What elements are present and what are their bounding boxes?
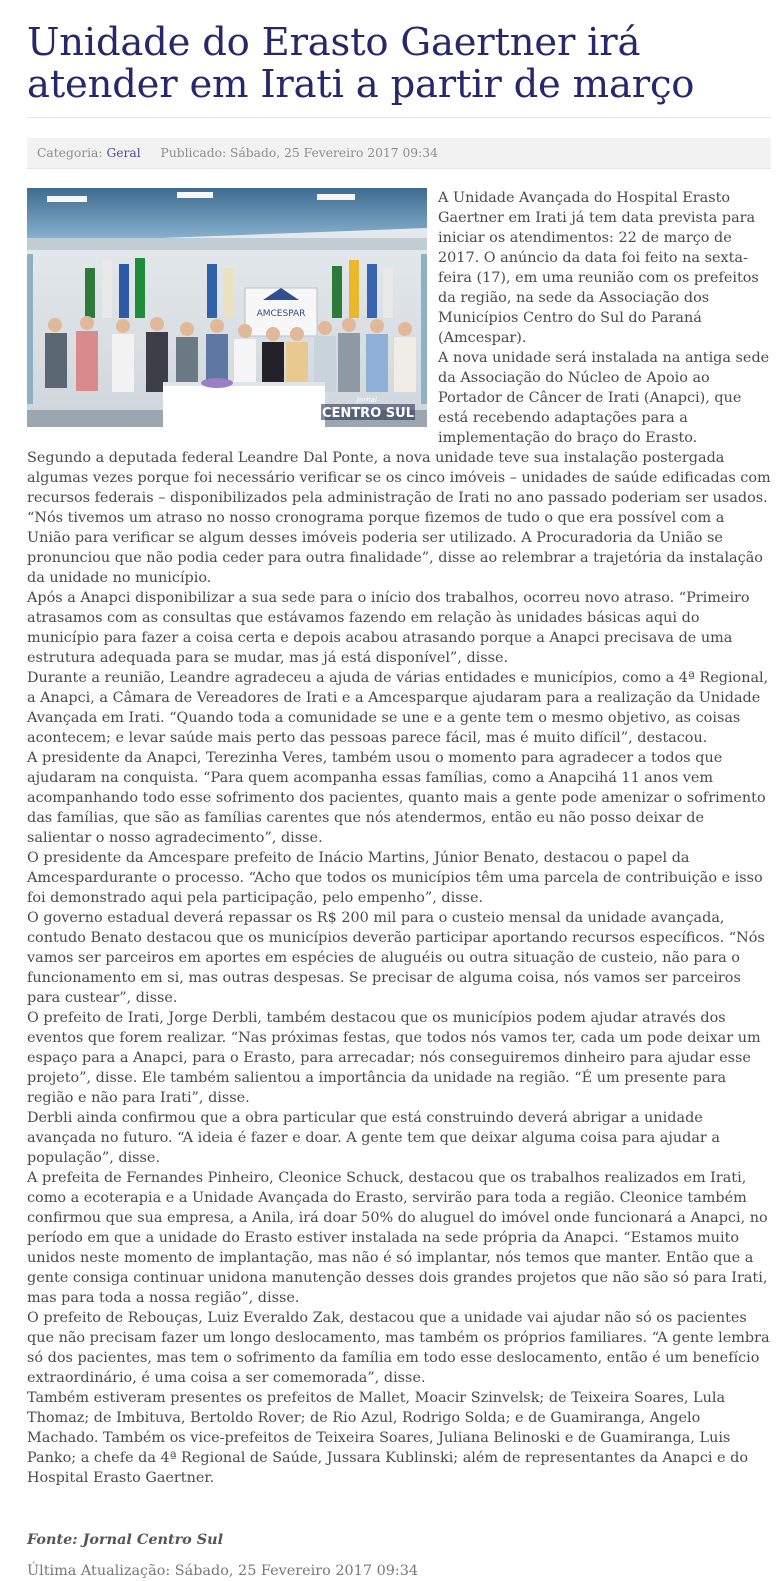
paragraph: A prefeita de Fernandes Pinheiro, Cleonice Schuck, destacou que os trabalhos realizados em Irati, como a ecoterapia e a Unidade Avançada do Erasto, servirão para toda a região. Cleonice também confirmou que sua empresa, a Anila, irá doar 50% do aluguel do imóvel onde funcionará a Anapci, no período em que a unidade do Erasto estiver instalada na sede própria da Anapci. “Estamos muito unidos neste momento de implantação, mas não é só implantar, nós temos que manter. Então que a gente consiga continuar unidona manutenção desses dois grandes projetos que não são só para Irati, mas para toda a nossa região”, disse. bbox=[27, 1170, 768, 1306]
banner-text: AMCESPAR bbox=[256, 309, 306, 319]
paragraph: O prefeito de Irati, Jorge Derbli, também destacou que os municípios podem ajudar através dos eventos que forem realizar. “Nas próximas festas, que todos nós vamos ter, cada um pode deixar um espaço para a Anapci, para o Erasto, para arrecadar; nós conseguiremos dinheiro para ajudar esse projeto”, disse. Ele também salientou a importância da unidade na região. “É um presente para região e não para Irati”, disse. bbox=[27, 1010, 761, 1106]
paragraph: Durante a reunião, Leandre agradeceu a ajuda de várias entidades e municípios, como a 4ª Regional, a Anapci, a Câmara de Vereadores de Irati e a Amcesparque ajudaram para a realização da Unidade Avançada em Irati. “Quando toda a comunidade se une e a gente tem o mesmo objetivo, as coisas acontecem; e levar saúde mais perto das pessoas parece fácil, mas é muito difícil”, destacou. bbox=[27, 670, 769, 746]
paragraph: Derbli ainda confirmou que a obra particular que está construindo deverá abrigar a unidade avançada no futuro. “A ideia é fazer e doar. A gente tem que deixar alguma coisa para ajudar a população”, disse. bbox=[27, 1110, 720, 1166]
paragraph: Segundo a deputada federal Leandre Dal Ponte, a nova unidade teve sua instalação postergada algumas vezes porque foi necessário verificar se os cinco imóveis – unidades de saúde edificadas com recursos federais – disponibilizados pela administração de Irati no ano passado poderiam ser usados. “Nós tivemos um atraso no nosso cronograma porque fizemos de tudo o que era possível com a União para verificar se algum desses imóveis poderia ser utilizado. A Procuradoria da União se pronunciou que não podia ceder para outra finalidade”, disse ao relembrar a trajetória da instalação da unidade no município. bbox=[27, 450, 771, 586]
photo-watermark: CENTRO SUL bbox=[322, 406, 414, 421]
published-date: Publicado: Sábado, 25 Fevereiro 2017 09:34 bbox=[160, 146, 438, 160]
photo-watermark-small: Jornal bbox=[357, 396, 377, 404]
paragraph: Também estiveram presentes os prefeitos de Mallet, Moacir Szinvelsk; de Teixeira Soares, Lula Thomaz; de Imbituva, Bertoldo Rover; de Rio Azul, Rodrigo Solda; e de Guamiranga, Angelo Machado. Também os vice-prefeitos de Teixeira Soares, Juliana Belinoski e de Guamiranga, Luis Panko; a chefe da 4ª Regional de Saúde, Jussara Kublinski; além de representantes da Anapci e do Hospital Erasto Gaertner. bbox=[27, 1390, 749, 1486]
article-title: Unidade do Erasto Gaertner irá atender em Irati a partir de março bbox=[27, 20, 695, 107]
article-body bbox=[27, 188, 771, 1581]
category-label: Categoria: bbox=[37, 146, 103, 160]
paragraph: A Unidade Avançada do Hospital Erasto Gaertner em Irati já tem data prevista para iniciar os atendimentos: 22 de março de 2017. O anúncio da data foi feito na sexta-feira (17), em uma reunião com os prefeitos da região, na sede da Associação dos Municípios Centro do Sul do Paraná (Amcespar). bbox=[438, 190, 759, 346]
last-updated: Última Atualização: Sábado, 25 Fevereiro 2017 09:34 bbox=[27, 1563, 419, 1579]
paragraph: A presidente da Anapci, Terezinha Veres, também usou o momento para agradecer a todos que ajudaram na conquista. “Para quem acompanha essas famílias, como a Anapcihá 11 anos vem acompanhando todo esse sofrimento dos pacientes, quanto mais a gente pode amenizar o sofrimento das famílias, que são as famílias carentes que nós atendermos, então eu não posso deixar de salientar o nosso agradecimento”, disse. bbox=[27, 750, 766, 846]
article-source: Fonte: Jornal Centro Sul bbox=[27, 1531, 224, 1548]
paragraph: O presidente da Amcespare prefeito de Inácio Martins, Júnior Benato, destacou o papel da Amcespardurante o processo. “Acho que todos os municípios têm uma parcela de contribuição e isso foi demonstrado aqui pela participação, pelo empenho”, disse. bbox=[27, 850, 763, 906]
category-link[interactable]: Geral bbox=[106, 146, 141, 160]
paragraph: Após a Anapci disponibilizar a sua sede para o início dos trabalhos, ocorreu novo atraso. “Primeiro atrasamos com as consultas que estávamos fazendo em relação às unidades básicas aqui do município para fazer a coisa certa e depois acabou atrasando porque a Anapci precisava de uma estrutura adequada para se mudar, mas já está disponível”, disse. bbox=[27, 590, 750, 666]
article-photo bbox=[27, 188, 427, 427]
title-divider bbox=[27, 117, 771, 118]
paragraph: O governo estadual deverá repassar os R$ 200 mil para o custeio mensal da unidade avançada, contudo Benato destacou que os municípios deverão participar aportando recursos específicos. “Nós vamos ser parceiros em aportes em espécies de aluguéis ou outra situação de custeio, não para o funcionamento em si, mas outras despesas. Se precisar de alguma coisa, nós vamos ser parceiros para custear”, disse. bbox=[27, 910, 765, 1006]
article-meta bbox=[27, 138, 771, 169]
article bbox=[27, 0, 771, 1581]
paragraph: A nova unidade será instalada na antiga sede da Associação do Núcleo de Apoio ao Portador de Câncer de Irati (Anapci), que está recebendo adaptações para a implementação do braço do Erasto. bbox=[438, 350, 770, 446]
meeting-photo bbox=[27, 188, 427, 427]
paragraph: O prefeito de Rebouças, Luiz Everaldo Zak, destacou que a unidade vai ajudar não só os pacientes que não precisam fazer um longo deslocamento, mas também os próprios familiares. “A gente lembra só dos pacientes, mas tem o sofrimento da família em todo esse deslocamento, então é um benefício extraordinário, é uma coisa a ser comemorada”, disse. bbox=[27, 1310, 770, 1386]
